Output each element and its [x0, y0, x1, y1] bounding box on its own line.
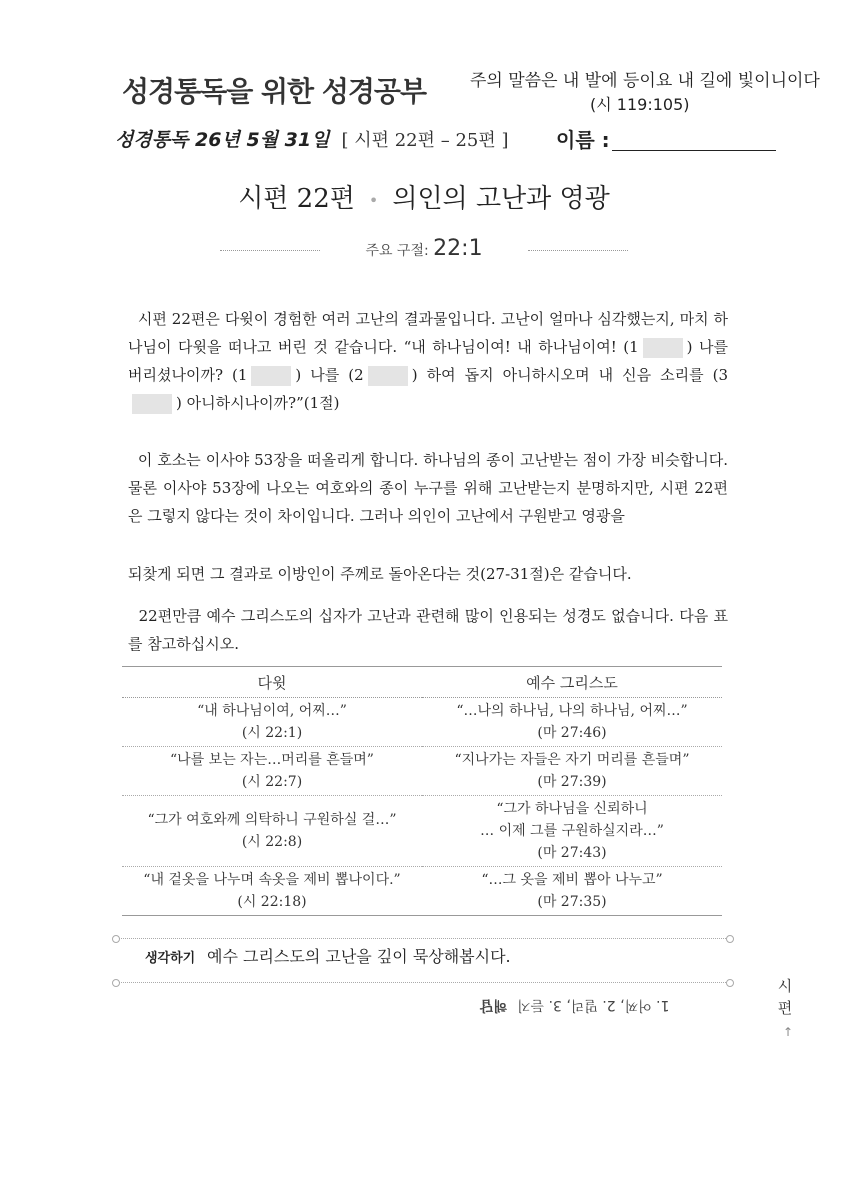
table-cell: [122, 747, 422, 796]
table-cell: [122, 698, 422, 747]
page-title: [0, 178, 848, 215]
cell-quote: “…나의 하나님, 나의 하나님, 어찌…”: [456, 703, 688, 719]
table-cell: [422, 796, 722, 867]
table-header-david: 다윗: [122, 667, 422, 698]
answer-blank[interactable]: [368, 366, 408, 386]
up-arrow-icon: ↑: [783, 1025, 794, 1039]
title-subject: 의인의 고난과 영광: [392, 184, 610, 214]
p1-text-b: ) 나를 버리셨나이까? (1: [128, 338, 728, 384]
paragraph-3: 되찾게 되면 그 결과로 이방인이 주께로 돌아온다는 것(27-31절)은 같습니다.: [128, 565, 632, 583]
cell-ref: (시 22:18): [237, 894, 307, 910]
think-label: 생각하기: [145, 951, 196, 966]
brand-title: 성경통독을 위한 성경공부: [122, 75, 427, 108]
reading-range: [ 시편 22편 – 25편 ]: [341, 130, 509, 151]
table-cell: [122, 867, 422, 916]
cell-ref: (마 27:35): [537, 894, 607, 910]
table-header-jesus: 예수 그리스도: [422, 667, 722, 698]
table-cell: [422, 747, 722, 796]
cell-ref: (시 22:7): [241, 774, 303, 790]
key-verse-ref: 22:1: [433, 236, 483, 261]
p1-text-e: ) 아니하시나이까?”(1절): [176, 394, 340, 412]
cell-quote: “내 겉옷을 나누며 속옷을 제비 뽑나이다.”: [143, 872, 401, 888]
side-tab: [770, 975, 800, 1019]
key-verse: [365, 236, 482, 261]
answer-text: 1. 어찌, 2. 멀리, 3. 듣지: [517, 997, 670, 1013]
table-cell: [422, 867, 722, 916]
cell-quote: “지나가는 자들은 자기 머리를 흔들며”: [454, 752, 690, 768]
title-chapter: 시편 22편: [238, 184, 355, 214]
answer-blank[interactable]: [251, 366, 291, 386]
comparison-table: [122, 666, 722, 916]
cell-ref: (시 22:8): [241, 834, 303, 850]
answer-blank[interactable]: [132, 394, 172, 414]
divider-bottom: [118, 982, 728, 983]
cell-quote: “그가 하나님을 신뢰하니: [496, 801, 648, 817]
p2-text: 이 호소는 이사야 53장을 떠올리게 합니다. 하나님의 종이 고난받는 점이 가장 비슷합니다. 물론 이사야 53장에 나오는 여호와의 종이 누구를 위해 고난받는지 분명하지만, 시편 22편은 그렇지 않다는 것이 차이입니다. 그러나 의인이 고난에서 구원받고 영광을: [128, 451, 728, 525]
cell-ref: (마 27:39): [537, 774, 607, 790]
title-dot: •: [368, 190, 379, 210]
paragraph-2: [128, 446, 728, 530]
paragraph-1: [128, 305, 728, 417]
table-row: [122, 747, 722, 796]
key-verse-row: [0, 236, 848, 264]
name-label: 이름 :: [556, 128, 610, 152]
answer-blank[interactable]: [643, 338, 683, 358]
cell-quote: “내 하나님이여, 어찌…”: [197, 703, 347, 719]
paragraph-4: [128, 602, 728, 658]
handwritten-verse-ref: (시 119:105): [590, 95, 690, 114]
cell-ref: (마 27:46): [537, 725, 607, 741]
p1-text-c: ) 나를 (2: [295, 366, 364, 384]
p4-text: 22편만큼 예수 그리스도의 십자가 고난과 관련해 많이 인용되는 성경도 없습니다. 다음 표를 참고하십시오.: [128, 607, 728, 653]
ornament-right: [528, 250, 628, 251]
table-cell: [422, 698, 722, 747]
cell-quote: “…그 옷을 제비 뽑아 나누고”: [481, 872, 663, 888]
cell-quote: “나를 보는 자는…머리를 흔들며”: [170, 752, 374, 768]
cell-quote: “그가 여호와께 의탁하니 구원하실 걸…”: [147, 812, 397, 828]
cell-quote-cont: … 이제 그를 구원하실지라…”: [480, 823, 664, 839]
cell-ref: (마 27:43): [537, 845, 607, 861]
answer-key: [480, 996, 669, 1016]
table-row: [122, 698, 722, 747]
ornament-left: [220, 250, 320, 251]
reading-date: 성경통독 26년 5월 31일: [115, 129, 330, 151]
side-tab-line2: 편: [777, 999, 793, 1017]
name-field[interactable]: [612, 150, 776, 151]
table-cell: [122, 796, 422, 867]
p1-text-d: ) 하여 돕지 아니하시오며 내 신음 소리를 (3: [411, 366, 729, 384]
handwritten-verse: 주의 말씀은 내 발에 등이요 내 길에 빛이니이다: [470, 71, 820, 91]
key-verse-label: 주요 구절:: [365, 243, 429, 259]
divider-top: [118, 938, 728, 939]
table-row: [122, 796, 722, 867]
think-text: 예수 그리스도의 고난을 깊이 묵상해봅시다.: [207, 947, 511, 966]
reading-date-line: [115, 125, 509, 152]
p1-text-a: 시편 22편은 다윗이 경험한 여러 고난의 결과물입니다. 고난이 얼마나 심각했는지, 마치 하나님이 다윗을 떠나고 버린 것 같습니다. “내 하나님이여! 내 하나님이여! (1: [128, 310, 728, 356]
table-row: [122, 867, 722, 916]
cell-ref: (시 22:1): [241, 725, 303, 741]
answer-label: 해답: [480, 997, 508, 1013]
side-tab-line1: 시: [777, 977, 793, 995]
